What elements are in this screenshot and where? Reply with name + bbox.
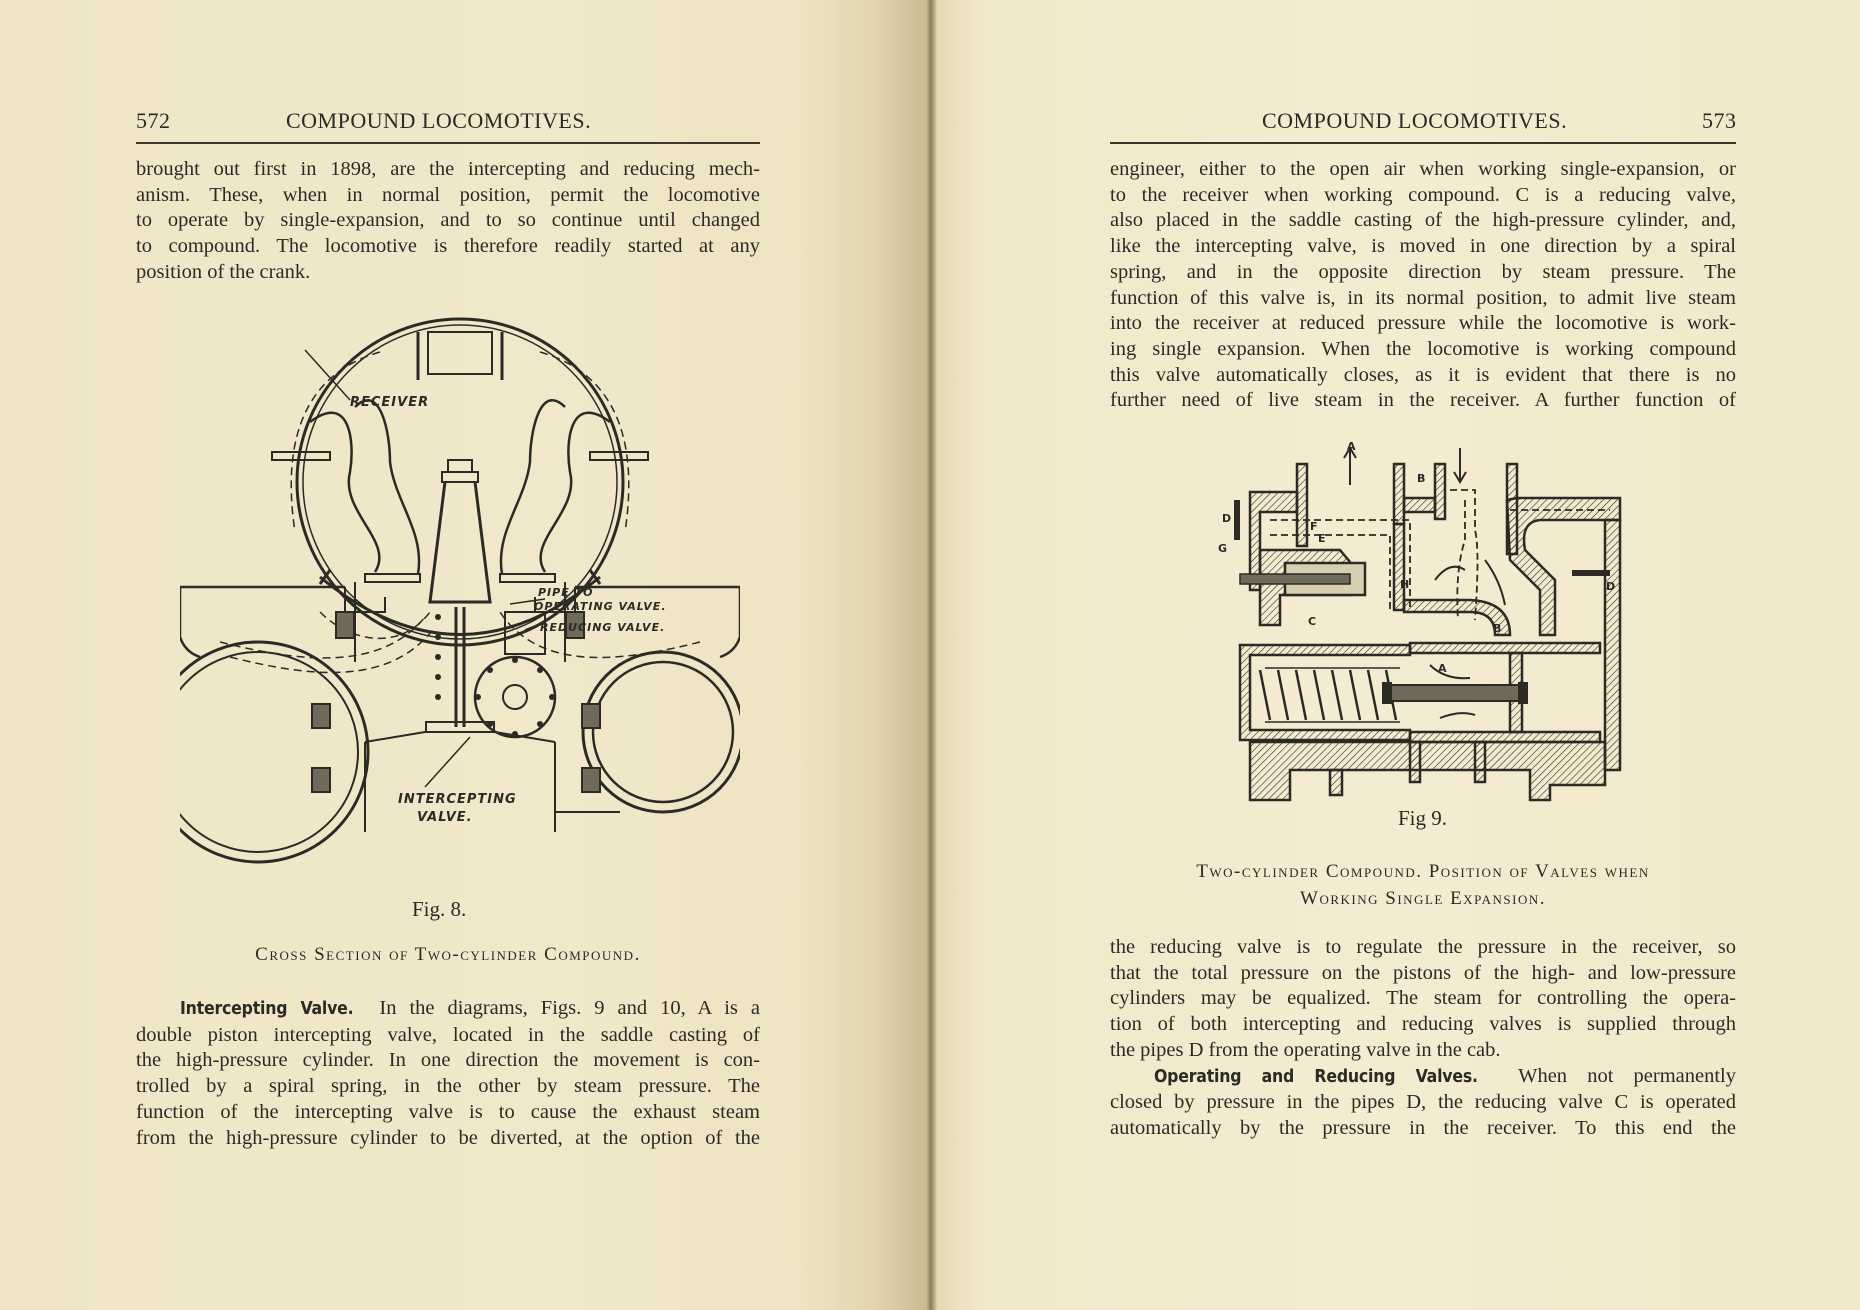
- caption-line: Two-cylinder Compound. Position of Valves when: [1196, 861, 1650, 882]
- part-label-b-top: B: [1417, 472, 1426, 485]
- part-label-b: B: [1493, 622, 1502, 635]
- text-line: position of the crank.: [136, 260, 311, 283]
- text-line: brought out first in 1898, are the intercepting and reducing mech-: [136, 158, 760, 180]
- text-line: engineer, either to the open air when working single-expansion, or: [1110, 158, 1736, 180]
- part-label-c: C: [1308, 615, 1317, 628]
- header-rule: [1110, 142, 1736, 144]
- text-line: the pipes D from the operating valve in the cab.: [1110, 1038, 1501, 1061]
- text-line: trolled by a spiral spring, in the other by steam pressure. The: [136, 1075, 760, 1098]
- figure-8-caption: Cross Section of Two-cylinder Compound.: [255, 944, 641, 965]
- part-label-d-left: D: [1222, 512, 1232, 525]
- intercepting-valve-section: [136, 996, 760, 1151]
- page-number: 572: [136, 108, 171, 133]
- callout-intercepting: INTERCEPTING: [398, 792, 517, 807]
- part-label-g: G: [1218, 542, 1228, 555]
- section-heading: Intercepting Valve.: [180, 999, 354, 1019]
- running-title: COMPOUND LOCOMOTIVES.: [286, 108, 592, 133]
- text-line: that the total pressure on the pistons of the high- and low-pressure: [1110, 961, 1736, 984]
- callout-operating-valve: OPERATING VALVE.: [534, 600, 667, 613]
- figure-9-caption: [1110, 858, 1736, 912]
- part-label-e: E: [1318, 532, 1326, 545]
- figure-8-label: Fig. 8.: [412, 897, 467, 921]
- text-line: further need of live steam in the receiver. A further function of: [1110, 389, 1736, 412]
- text-line: spring, and in the opposite direction by steam pressure. The: [1110, 260, 1736, 283]
- part-label-a-top: A: [1347, 440, 1356, 453]
- text-line: to the receiver when working compound. C is a reducing valve,: [1110, 183, 1736, 206]
- figure-9-label: Fig 9.: [1398, 806, 1448, 830]
- text-line: into the receiver at reduced pressure while the locomotive is work-: [1110, 312, 1736, 335]
- callout-receiver: RECEIVER: [350, 395, 430, 410]
- paragraph-continuation: [1110, 157, 1736, 414]
- part-label-a: A: [1438, 662, 1447, 675]
- callout-pipe-to: PIPE TO: [538, 586, 594, 599]
- paragraph-continuation: [136, 157, 760, 286]
- text-line: the high-pressure cylinder. In one direction the movement is con-: [136, 1049, 760, 1072]
- text-line: also placed in the saddle casting of the high-pressure cylinder, and,: [1110, 209, 1736, 232]
- callout-reducing-valve: REDUCING VALVE.: [540, 621, 666, 634]
- callout-valve: VALVE.: [417, 810, 473, 825]
- caption-line: Working Single Expansion.: [1300, 888, 1546, 909]
- text-line: cylinders may be equalized. The steam for controlling the opera-: [1110, 987, 1736, 1010]
- part-label-h: H: [1400, 578, 1410, 591]
- text-line: ing single expansion. When the locomotive is working compound: [1110, 337, 1736, 360]
- cross-section-diagram: [180, 312, 740, 892]
- part-label-d-right: D: [1606, 580, 1616, 593]
- part-label-f: F: [1310, 520, 1318, 533]
- figure-8-cross-section: [180, 312, 740, 892]
- section-heading: Operating and Reducing Valves.: [1154, 1066, 1478, 1087]
- valve-section-diagram: [1210, 440, 1630, 810]
- text-line: double piston intercepting valve, located in the saddle casting of: [136, 1023, 760, 1046]
- text-line: this valve automatically closes, as it is evident that there is no: [1110, 363, 1736, 386]
- paragraph-continued: [1110, 935, 1736, 1142]
- text-line: to operate by single-expansion, and to so continue until changed: [136, 209, 760, 232]
- text-line: closed by pressure in the pipes D, the reducing valve C is operated: [1110, 1091, 1736, 1114]
- text-line: from the high-pressure cylinder to be diverted, at the option of the: [136, 1126, 760, 1149]
- text-line: to compound. The locomotive is therefore readily started at any: [136, 235, 760, 258]
- text-line: like the intercepting valve, is moved in one direction by a spiral: [1110, 235, 1736, 258]
- left-page: [0, 0, 925, 1310]
- text-line: Operating and Reducing Valves. When not permanently: [1154, 1064, 1737, 1087]
- text-line: the reducing valve is to regulate the pressure in the receiver, so: [1110, 936, 1736, 958]
- text-line: function of the intercepting valve is to cause the exhaust steam: [136, 1100, 760, 1123]
- page-number: 573: [1702, 108, 1737, 133]
- text-line: Intercepting Valve. In the diagrams, Figs. 9 and 10, A is a: [180, 997, 760, 1019]
- text-line: tion of both intercepting and reducing valves is supplied through: [1110, 1013, 1736, 1036]
- header-rule: [136, 142, 760, 144]
- figure-9-valve-section: [1210, 440, 1630, 810]
- running-title: COMPOUND LOCOMOTIVES.: [1262, 108, 1568, 133]
- text-line: automatically by the pressure in the receiver. To this end the: [1110, 1116, 1736, 1139]
- text-line: function of this valve is, in its normal position, to admit live steam: [1110, 286, 1736, 309]
- right-page: [930, 0, 1860, 1310]
- text-line: anism. These, when in normal position, permit the locomotive: [136, 183, 760, 206]
